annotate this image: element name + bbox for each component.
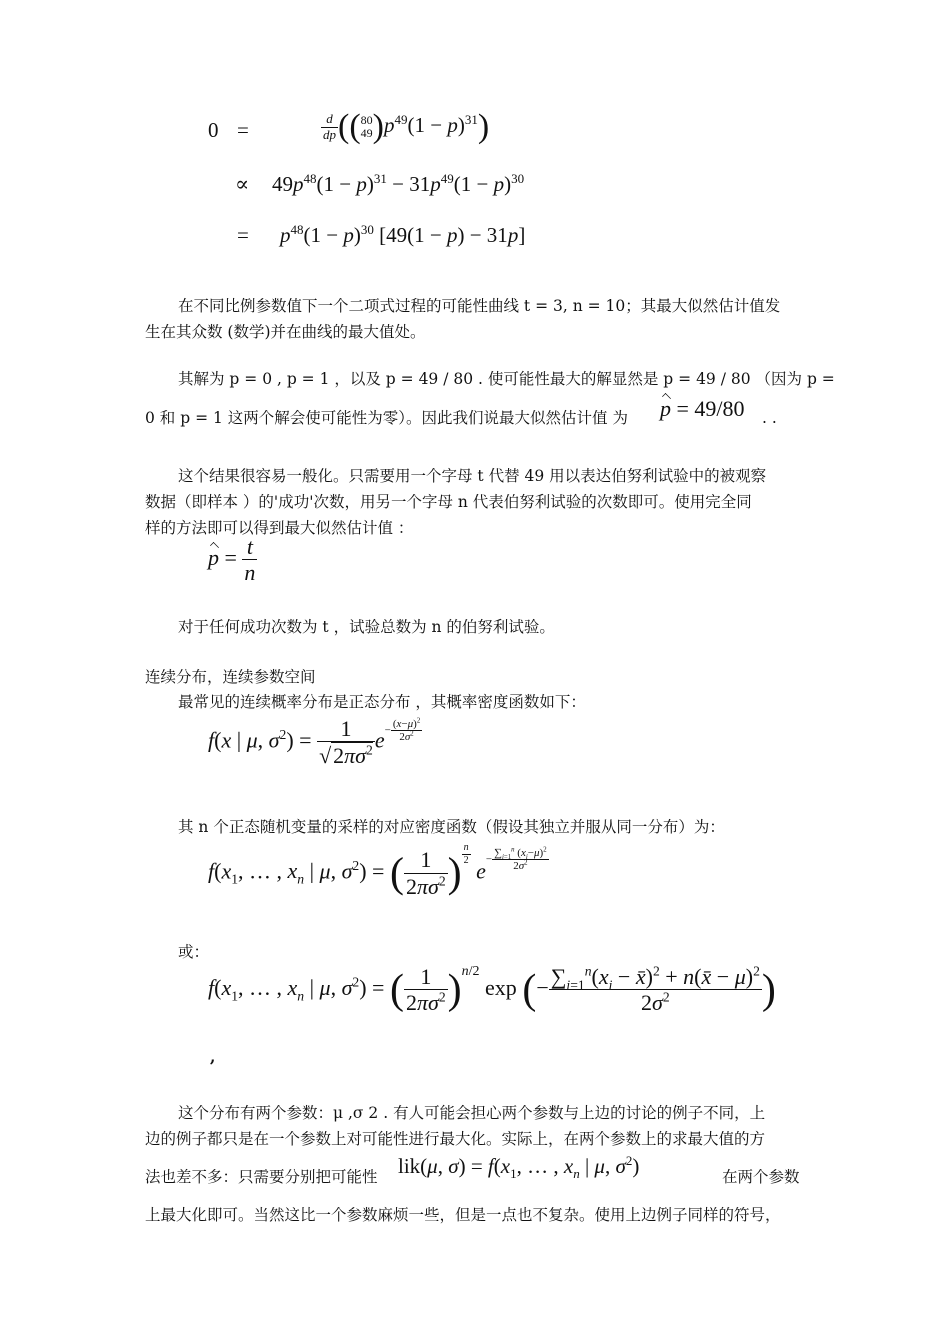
inline-formula-phat-value: p = 49/80 — [660, 396, 745, 421]
paragraph-1-line-1: 在不同比例参数值下一个二项式过程的可能性曲线 t = 3, n = 10；其最大似然估计值发 — [178, 297, 781, 315]
derivation-row3-rhs: $p^{48}(1 - p)^{30}$ [49(1 − p) − 31p] — [280, 222, 526, 247]
paragraph-4: 对于任何成功次数为 t ，试验总数为 n 的伯努利试验。 — [178, 618, 555, 636]
paragraph-7-line-3-tail: 在两个参数 — [722, 1168, 800, 1186]
paragraph-2-line-1: 其解为 p = 0 , p = 1 ，以及 p = 49 / 80 . 使可能性最大的解显然是 p = 49 / 80 （因为 p = — [178, 370, 835, 388]
paragraph-7-line-3: 法也差不多：只需要分别把可能性 — [145, 1168, 378, 1186]
comma-mark: , — [210, 1047, 216, 1066]
paragraph-7-line-2: 边的例子都只是在一个参数上对可能性进行最大化。实际上，在两个参数上的求最大值的方 — [145, 1130, 766, 1148]
formula-normal-pdf: f(x | μ, $\sigma^2$) = $\frac{1}{√2\pi\sigma^2}$ e− $\frac{(x-\mu)^2}{2\sigma^2}$ — [208, 716, 421, 769]
section-heading: 连续分布，连续参数空间 — [145, 668, 316, 686]
formula-phat-general: p = $\frac{t}{n}$ — [208, 534, 256, 586]
inline-formula-likelihood: lik(μ, $\sigma) = f(x_1$, … , $x_n$ | μ, $\sigma^2$) — [398, 1153, 640, 1182]
paragraph-5: 最常见的连续概率分布是正态分布 ，其概率密度函数如下： — [178, 693, 586, 711]
derivation-row3-relation: = — [237, 223, 249, 247]
paragraph-6: 其 n 个正态随机变量的采样的对应密度函数（假设其独立并服从同一分布）为： — [178, 818, 725, 836]
paragraph-2-line-2: 0 和 p = 1 这两个解会使可能性为零）。因此我们说最大似然估计值 为 — [145, 409, 628, 427]
paragraph-3-line-2: 数据（即样本 ）的'成功'次数，用另一个字母 n 代表伯努利试验的次数即可。使用完全同 — [145, 493, 752, 511]
paragraph-7-line-4: 上最大化即可。当然这比一个参数麻烦一些，但是一点也不复杂。使用上边例子同样的符号， — [145, 1206, 781, 1224]
or-label: 或： — [178, 943, 210, 961]
paragraph-3-line-1: 这个结果很容易一般化。只需要用一个字母 t 代替 49 用以表达伯努利试验中的被观察 — [178, 467, 767, 485]
derivation-row1-rhs: $\frac{d}{dp}$ (( 80 49 )$p^{49}(1 - p)^{31}$) — [323, 108, 490, 145]
paragraph-1-line-2: 生在其众数 (数学)并在曲线的最大值处。 — [145, 323, 426, 341]
derivation-row2-rhs: $49p^{48}(1 - p)^{31} - 31p^{49}(1 - p)^{30}$ — [272, 171, 525, 196]
formula-joint-density: $f(x_1$, … , $x_n$ | μ, $\sigma^2$) = ( $\frac{1}{2\pi\sigma^2}$ ) $\frac{n}{2}$ e− $\frac{\sum_{i=1}^n (x_i-\mu)^2}{2\sigma^2}$ — [208, 842, 547, 899]
formula-joint-density-alt: $f(x_1$, … , $x_n$ | μ, $\sigma^2$) = ( $\frac{1}{2\pi\sigma^2}$ )n/2 exp (− $\frac{\sum_{i=1}^n(x_i - x̄)^2 + n(x̄ - \mu)^2}{2\sigma^2}$ ) — [208, 963, 776, 1016]
paragraph-7-line-1: 这个分布有两个参数：μ ,σ 2 . 有人可能会担心两个参数与上边的讨论的例子不同，上 — [178, 1104, 766, 1122]
derivation-row1-lhs: 0 — [208, 118, 219, 142]
paragraph-3-line-3: 样的方法即可以得到最大似然估计值 ： — [145, 519, 414, 537]
derivation-row1-relation: = — [237, 118, 249, 142]
derivation-row2-relation: ∝ — [235, 172, 250, 196]
paragraph-2-tail: . . — [762, 409, 777, 427]
